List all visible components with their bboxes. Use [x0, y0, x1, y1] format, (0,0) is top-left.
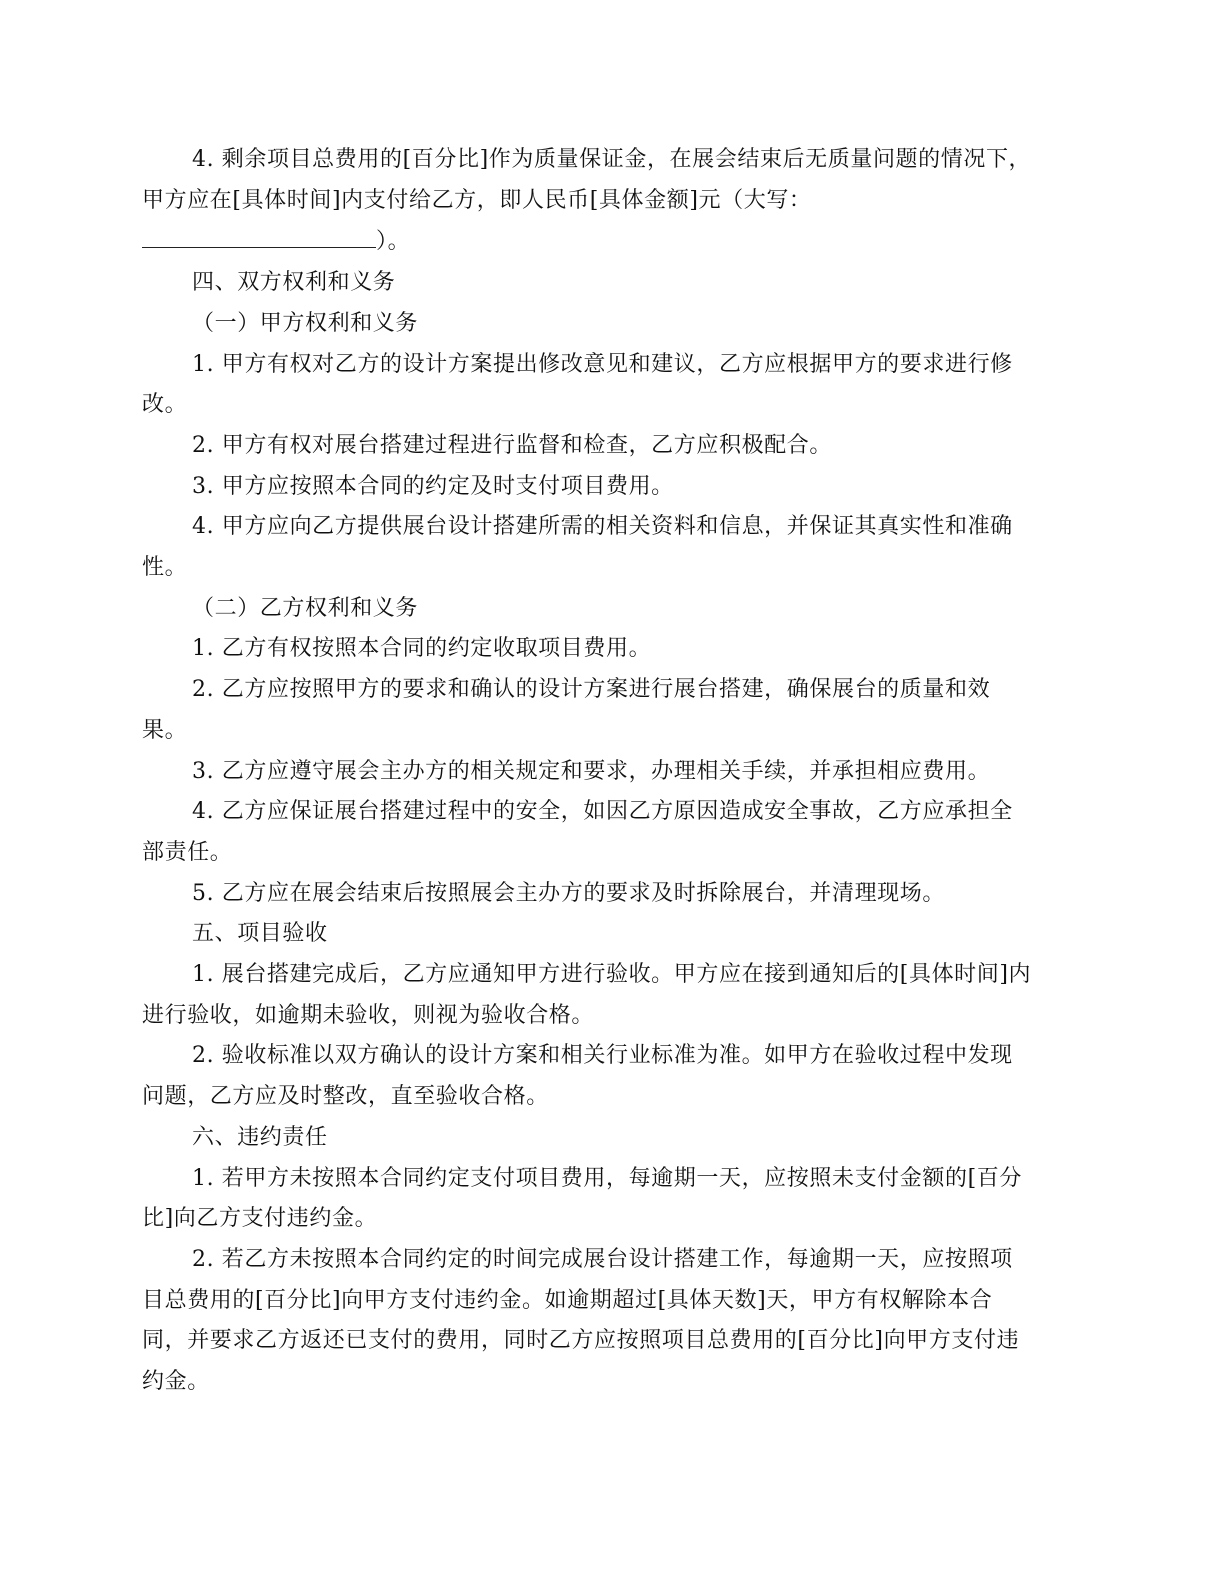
paragraph-line: 同，并要求乙方返还已支付的费用，同时乙方应按照项目总费用的[百分比]向甲方支付违	[142, 1328, 1020, 1354]
paragraph-line: 2. 验收标准以双方确认的设计方案和相关行业标准为准。如甲方在验收过程中发现	[192, 1043, 1013, 1069]
paragraph-line: 1. 展台搭建完成后，乙方应通知甲方进行验收。甲方应在接到通知后的[具体时间]内	[192, 962, 1032, 988]
paragraph-line: 比]向乙方支付违约金。	[142, 1206, 378, 1232]
paragraph-line: 目总费用的[百分比]向甲方支付违约金。如逾期超过[具体天数]天，甲方有权解除本合	[142, 1287, 993, 1313]
paragraph-line: 5. 乙方应在展会结束后按照展会主办方的要求及时拆除展台，并清理现场。	[192, 880, 945, 906]
paragraph-line: 性。	[142, 555, 188, 581]
paragraph-line: 约金。	[142, 1369, 210, 1395]
section-heading: 五、项目验收	[192, 921, 328, 947]
amount-in-words-blank	[142, 221, 376, 248]
paragraph-line: 2. 甲方有权对展台搭建过程进行监督和检查，乙方应积极配合。	[192, 432, 832, 458]
paragraph-line: 果。	[142, 717, 188, 743]
paragraph-line: 1. 若甲方未按照本合同约定支付项目费用，每逾期一天，应按照未支付金额的[百分	[192, 1165, 1022, 1191]
paragraph-line: 3. 乙方应遵守展会主办方的相关规定和要求，办理相关手续，并承担相应费用。	[192, 758, 991, 784]
paragraph-line-with-blank	[142, 221, 1072, 263]
paragraph-line: 4. 剩余项目总费用的[百分比]作为质量保证金，在展会结束后无质量问题的情况下，	[192, 147, 1032, 172]
paragraph-line: 问题，乙方应及时整改，直至验收合格。	[142, 1084, 549, 1110]
paragraph-line: 4. 甲方应向乙方提供展台设计搭建所需的相关资料和信息，并保证其真实性和准确	[192, 514, 1013, 540]
section-heading: 四、双方权利和义务	[192, 270, 396, 296]
paragraph-line: 2. 乙方应按照甲方的要求和确认的设计方案进行展台搭建，确保展台的质量和效	[192, 677, 991, 703]
paragraph-line: 3. 甲方应按照本合同的约定及时支付项目费用。	[192, 473, 674, 499]
paragraph-line: 进行验收，如逾期未验收，则视为验收合格。	[142, 1002, 595, 1028]
paragraph-line: 4. 乙方应保证展台搭建过程中的安全，如因乙方原因造成安全事故，乙方应承担全	[192, 799, 1013, 825]
paragraph-line: 改。	[142, 392, 188, 418]
subsection-heading: （一）甲方权利和义务	[192, 310, 419, 336]
subsection-heading: （二）乙方权利和义务	[192, 595, 419, 621]
document-page	[142, 140, 1072, 1403]
paragraph-line: 甲方应在[具体时间]内支付给乙方，即人民币[具体金额]元（大写：	[142, 187, 812, 213]
paragraph-line: 1. 乙方有权按照本合同的约定收取项目费用。	[192, 636, 652, 662]
paragraph-line: 2. 若乙方未按照本合同约定的时间完成展台设计搭建工作，每逾期一天，应按照项	[192, 1246, 1013, 1272]
paragraph-line: 部责任。	[142, 839, 233, 865]
blank-closing-text: ）。	[376, 229, 411, 255]
paragraph-line: 1. 甲方有权对乙方的设计方案提出修改意见和建议，乙方应根据甲方的要求进行修	[192, 351, 1013, 377]
section-heading: 六、违约责任	[192, 1124, 328, 1150]
